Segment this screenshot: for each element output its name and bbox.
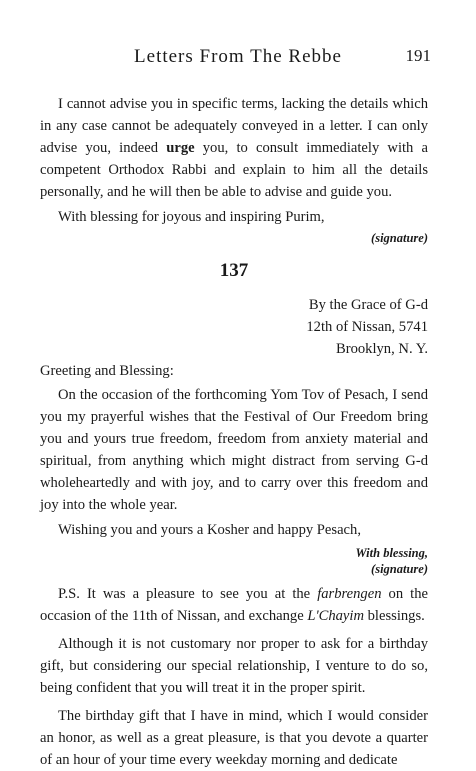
emphasis-urge: urge [166,140,195,156]
postscript: P.S. It was a pleasure to see you at the farbrengen on the occasion of the 11th of Nissan, and exchange L'Chayim blessings. [40,586,428,624]
letter-137-body [40,259,428,771]
letter-137-signature: (signature) [371,562,428,576]
dateline-line-3: Brooklyn, N. Y. [335,341,428,357]
top-letter-body [40,93,428,246]
top-letter-signature: (signature) [371,231,428,245]
page-number: 191 [405,46,431,65]
dateline-line-2: 12th of Nissan, 5741 [306,319,428,335]
letter-137-paragraph-2: Wishing you and yours a Kosher and happy Pesach, [58,522,361,538]
top-letter-paragraph-2: With blessing for joyous and inspiring Purim, [58,209,325,225]
term-farbrengen: farbrengen [317,586,382,602]
running-head [0,44,476,72]
letter-137-paragraph-4: Although it is not customary nor proper to ask for a birthday gift, but considering our special relationship, I venture to do so, being confident that you will treat it in the proper spirit. [40,636,428,696]
running-title: Letters From The Rebbe [134,46,342,67]
letter-137-paragraph-1: On the occasion of the forthcoming Yom Tov of Pesach, I send you my prayerful wishes that the Festival of Our Freedom bring you and yours true freedom, freedom from anxiety material and spiritual, from anything which might distract from serving G-d wholeheartedly and with joy, and to carry over this freedom and joy into the whole year. [40,387,428,513]
greeting: Greeting and Blessing: [40,363,174,379]
letter-number: 137 [219,260,249,281]
top-letter-paragraph-1: I cannot advise you in specific terms, lacking the details which in any case cannot be adequately conveyed in a letter. I can only advise you, indeed urge you, to consult immediately with a competent Orthodox Rabbi and explain to him all the details personally, and he will then be able to advise and guide you. [40,96,428,200]
dateline [40,294,428,360]
letter-137-paragraph-5: The birthday gift that I have in mind, which I would consider an honor, as well as a great pleasure, is that you devote a quarter of an hour of your time every weekday morning and dedicate [40,708,428,768]
closing-with-blessing: With blessing, [355,546,428,560]
term-lchayim: L'Chayim [307,608,364,624]
dateline-line-1: By the Grace of G-d [308,297,428,313]
